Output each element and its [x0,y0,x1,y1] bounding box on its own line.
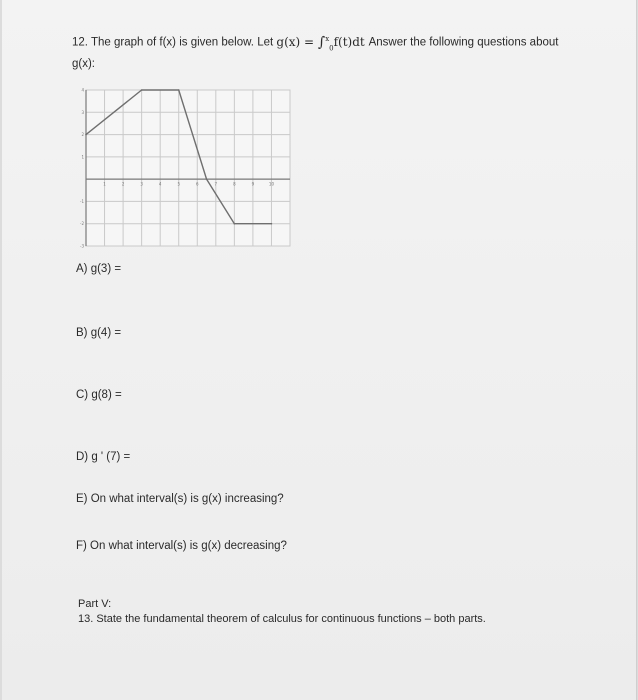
graph-plot-area [86,90,290,246]
x-tick-label: 8 [233,181,236,187]
series-point [206,178,208,180]
series-point [178,89,180,91]
series-point [234,223,236,225]
series-point [271,223,273,225]
y-tick-label: -3 [80,243,84,248]
x-tick-label: 5 [177,181,181,187]
y-tick-label: 3 [81,109,84,115]
y-tick-label: -2 [80,221,84,227]
problem-intro: The graph of f(x) is given below. Let [91,36,274,49]
function-graph [74,86,294,248]
y-tick-label: -1 [80,198,84,204]
question-d: D) g ' (7) = [76,451,131,463]
x-tick-label: 7 [214,181,218,187]
series-point [85,134,87,136]
graph-svg [74,86,294,248]
problem-subject: g(x): [72,58,95,71]
x-tick-label: 3 [140,181,143,187]
problem-instruction: Answer the following questions about [368,36,559,49]
y-tick-label: 2 [81,132,84,138]
x-tick-label: 6 [195,181,199,187]
worksheet-page [2,0,637,700]
x-tick-label: 4 [158,181,162,187]
x-tick-label: 1 [103,181,106,187]
x-tick-label: 10 [268,181,275,187]
problem-number: 12. [72,36,88,49]
question-e: E) On what interval(s) is g(x) increasing? [76,493,284,505]
part-v [78,597,486,627]
question-a: A) g(3) = [76,263,122,275]
question-13: 13. State the fundamental theorem of calculus for continuous functions – both parts. [78,613,486,625]
y-tick-label: 1 [81,154,84,160]
integrand: f(t)dt [333,34,365,49]
x-tick-label: 2 [121,181,125,187]
y-tick-label: 4 [81,87,84,93]
g-definition: g(x) = ∫$^x_0$f(t)dt [276,35,368,49]
integral-sign: ∫$^x_0$ [317,34,334,53]
x-tick-label: 9 [251,181,255,187]
problem-12-header [72,30,612,73]
integral-lower-limit: 0 [329,44,334,53]
question-c: C) g(8) = [76,389,122,401]
part-v-heading: Part V: [78,598,112,610]
question-f: F) On what interval(s) is g(x) decreasing? [76,540,287,552]
question-b: B) g(4) = [76,327,122,339]
integral-upper-limit: x [325,35,330,43]
series-point [141,89,143,91]
